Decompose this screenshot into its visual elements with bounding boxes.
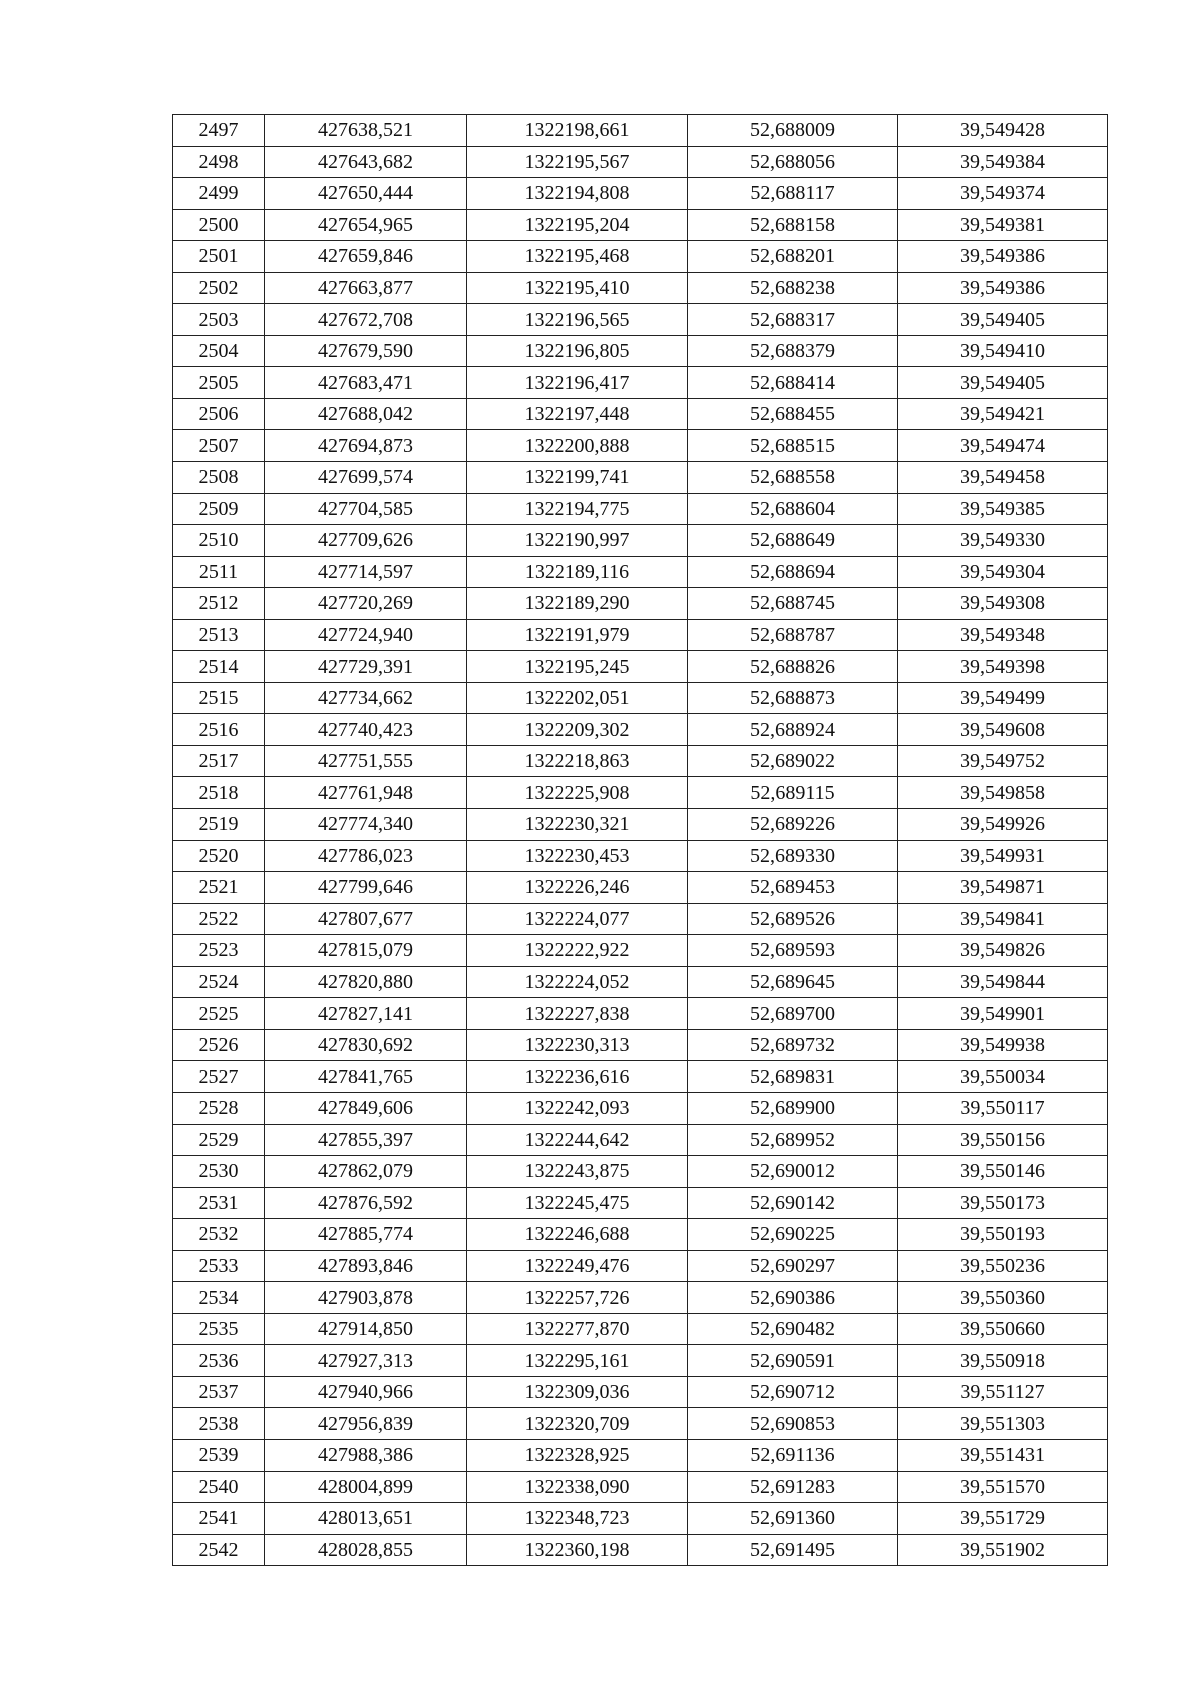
point-number-cell: 2507 bbox=[173, 430, 265, 462]
longitude-cell: 39,549405 bbox=[898, 367, 1108, 399]
table-row bbox=[173, 367, 1108, 399]
table-row bbox=[173, 304, 1108, 336]
longitude-cell: 39,550918 bbox=[898, 1345, 1108, 1377]
y-coordinate-cell: 1322338,090 bbox=[467, 1471, 688, 1503]
y-coordinate-cell: 1322277,870 bbox=[467, 1313, 688, 1345]
longitude-cell: 39,549871 bbox=[898, 872, 1108, 904]
latitude-cell: 52,689453 bbox=[688, 872, 898, 904]
point-number-cell: 2531 bbox=[173, 1187, 265, 1219]
table-row bbox=[173, 1345, 1108, 1377]
point-number-cell: 2514 bbox=[173, 651, 265, 683]
y-coordinate-cell: 1322196,805 bbox=[467, 335, 688, 367]
table-row bbox=[173, 935, 1108, 967]
point-number-cell: 2509 bbox=[173, 493, 265, 525]
point-number-cell: 2539 bbox=[173, 1439, 265, 1471]
latitude-cell: 52,688238 bbox=[688, 272, 898, 304]
x-coordinate-cell: 427709,626 bbox=[265, 525, 467, 557]
latitude-cell: 52,691283 bbox=[688, 1471, 898, 1503]
point-number-cell: 2497 bbox=[173, 115, 265, 147]
longitude-cell: 39,549421 bbox=[898, 398, 1108, 430]
latitude-cell: 52,691495 bbox=[688, 1534, 898, 1566]
table-row bbox=[173, 398, 1108, 430]
y-coordinate-cell: 1322190,997 bbox=[467, 525, 688, 557]
point-number-cell: 2540 bbox=[173, 1471, 265, 1503]
x-coordinate-cell: 427786,023 bbox=[265, 840, 467, 872]
latitude-cell: 52,690712 bbox=[688, 1376, 898, 1408]
longitude-cell: 39,549608 bbox=[898, 714, 1108, 746]
latitude-cell: 52,690297 bbox=[688, 1250, 898, 1282]
y-coordinate-cell: 1322309,036 bbox=[467, 1376, 688, 1408]
table-row bbox=[173, 1503, 1108, 1535]
x-coordinate-cell: 427720,269 bbox=[265, 588, 467, 620]
x-coordinate-cell: 427659,846 bbox=[265, 241, 467, 273]
x-coordinate-cell: 427903,878 bbox=[265, 1282, 467, 1314]
x-coordinate-cell: 427704,585 bbox=[265, 493, 467, 525]
point-number-cell: 2537 bbox=[173, 1376, 265, 1408]
latitude-cell: 52,689732 bbox=[688, 1029, 898, 1061]
longitude-cell: 39,549901 bbox=[898, 998, 1108, 1030]
latitude-cell: 52,688745 bbox=[688, 588, 898, 620]
longitude-cell: 39,550146 bbox=[898, 1156, 1108, 1188]
x-coordinate-cell: 427940,966 bbox=[265, 1376, 467, 1408]
longitude-cell: 39,549348 bbox=[898, 619, 1108, 651]
longitude-cell: 39,549826 bbox=[898, 935, 1108, 967]
table-row bbox=[173, 714, 1108, 746]
coordinates-table-body bbox=[173, 115, 1108, 1566]
x-coordinate-cell: 427672,708 bbox=[265, 304, 467, 336]
point-number-cell: 2541 bbox=[173, 1503, 265, 1535]
y-coordinate-cell: 1322202,051 bbox=[467, 682, 688, 714]
latitude-cell: 52,688694 bbox=[688, 556, 898, 588]
longitude-cell: 39,550193 bbox=[898, 1219, 1108, 1251]
latitude-cell: 52,689593 bbox=[688, 935, 898, 967]
y-coordinate-cell: 1322230,313 bbox=[467, 1029, 688, 1061]
point-number-cell: 2517 bbox=[173, 745, 265, 777]
y-coordinate-cell: 1322224,052 bbox=[467, 966, 688, 998]
x-coordinate-cell: 428028,855 bbox=[265, 1534, 467, 1566]
table-row bbox=[173, 556, 1108, 588]
table-row bbox=[173, 1061, 1108, 1093]
x-coordinate-cell: 427694,873 bbox=[265, 430, 467, 462]
latitude-cell: 52,689526 bbox=[688, 903, 898, 935]
y-coordinate-cell: 1322191,979 bbox=[467, 619, 688, 651]
y-coordinate-cell: 1322245,475 bbox=[467, 1187, 688, 1219]
y-coordinate-cell: 1322244,642 bbox=[467, 1124, 688, 1156]
latitude-cell: 52,690142 bbox=[688, 1187, 898, 1219]
y-coordinate-cell: 1322243,875 bbox=[467, 1156, 688, 1188]
longitude-cell: 39,549926 bbox=[898, 809, 1108, 841]
table-row bbox=[173, 462, 1108, 494]
longitude-cell: 39,549938 bbox=[898, 1029, 1108, 1061]
x-coordinate-cell: 427724,940 bbox=[265, 619, 467, 651]
latitude-cell: 52,689115 bbox=[688, 777, 898, 809]
table-row bbox=[173, 1534, 1108, 1566]
latitude-cell: 52,689226 bbox=[688, 809, 898, 841]
x-coordinate-cell: 427643,682 bbox=[265, 146, 467, 178]
x-coordinate-cell: 427855,397 bbox=[265, 1124, 467, 1156]
x-coordinate-cell: 427774,340 bbox=[265, 809, 467, 841]
point-number-cell: 2500 bbox=[173, 209, 265, 241]
y-coordinate-cell: 1322257,726 bbox=[467, 1282, 688, 1314]
latitude-cell: 52,688379 bbox=[688, 335, 898, 367]
x-coordinate-cell: 427988,386 bbox=[265, 1439, 467, 1471]
x-coordinate-cell: 428013,651 bbox=[265, 1503, 467, 1535]
latitude-cell: 52,688873 bbox=[688, 682, 898, 714]
latitude-cell: 52,689900 bbox=[688, 1092, 898, 1124]
point-number-cell: 2528 bbox=[173, 1092, 265, 1124]
y-coordinate-cell: 1322360,198 bbox=[467, 1534, 688, 1566]
x-coordinate-cell: 427841,765 bbox=[265, 1061, 467, 1093]
longitude-cell: 39,549458 bbox=[898, 462, 1108, 494]
x-coordinate-cell: 427827,141 bbox=[265, 998, 467, 1030]
x-coordinate-cell: 427799,646 bbox=[265, 872, 467, 904]
table-row bbox=[173, 1250, 1108, 1282]
point-number-cell: 2501 bbox=[173, 241, 265, 273]
longitude-cell: 39,550117 bbox=[898, 1092, 1108, 1124]
point-number-cell: 2498 bbox=[173, 146, 265, 178]
latitude-cell: 52,688787 bbox=[688, 619, 898, 651]
y-coordinate-cell: 1322348,723 bbox=[467, 1503, 688, 1535]
table-row bbox=[173, 146, 1108, 178]
table-row bbox=[173, 1439, 1108, 1471]
table-row bbox=[173, 1471, 1108, 1503]
point-number-cell: 2534 bbox=[173, 1282, 265, 1314]
y-coordinate-cell: 1322242,093 bbox=[467, 1092, 688, 1124]
table-row bbox=[173, 777, 1108, 809]
table-row bbox=[173, 1219, 1108, 1251]
table-row bbox=[173, 241, 1108, 273]
point-number-cell: 2502 bbox=[173, 272, 265, 304]
longitude-cell: 39,550156 bbox=[898, 1124, 1108, 1156]
table-row bbox=[173, 1092, 1108, 1124]
x-coordinate-cell: 427885,774 bbox=[265, 1219, 467, 1251]
latitude-cell: 52,691360 bbox=[688, 1503, 898, 1535]
point-number-cell: 2512 bbox=[173, 588, 265, 620]
point-number-cell: 2533 bbox=[173, 1250, 265, 1282]
x-coordinate-cell: 427830,692 bbox=[265, 1029, 467, 1061]
y-coordinate-cell: 1322199,741 bbox=[467, 462, 688, 494]
x-coordinate-cell: 427654,965 bbox=[265, 209, 467, 241]
point-number-cell: 2526 bbox=[173, 1029, 265, 1061]
point-number-cell: 2523 bbox=[173, 935, 265, 967]
coordinates-table bbox=[172, 114, 1108, 1566]
x-coordinate-cell: 427820,880 bbox=[265, 966, 467, 998]
table-row bbox=[173, 588, 1108, 620]
y-coordinate-cell: 1322195,468 bbox=[467, 241, 688, 273]
latitude-cell: 52,689831 bbox=[688, 1061, 898, 1093]
table-row bbox=[173, 493, 1108, 525]
y-coordinate-cell: 1322194,775 bbox=[467, 493, 688, 525]
x-coordinate-cell: 427761,948 bbox=[265, 777, 467, 809]
y-coordinate-cell: 1322226,246 bbox=[467, 872, 688, 904]
longitude-cell: 39,549386 bbox=[898, 272, 1108, 304]
y-coordinate-cell: 1322236,616 bbox=[467, 1061, 688, 1093]
table-row bbox=[173, 872, 1108, 904]
point-number-cell: 2515 bbox=[173, 682, 265, 714]
latitude-cell: 52,688649 bbox=[688, 525, 898, 557]
y-coordinate-cell: 1322225,908 bbox=[467, 777, 688, 809]
longitude-cell: 39,549844 bbox=[898, 966, 1108, 998]
latitude-cell: 52,688009 bbox=[688, 115, 898, 147]
latitude-cell: 52,691136 bbox=[688, 1439, 898, 1471]
longitude-cell: 39,550660 bbox=[898, 1313, 1108, 1345]
latitude-cell: 52,688515 bbox=[688, 430, 898, 462]
x-coordinate-cell: 427876,592 bbox=[265, 1187, 467, 1219]
longitude-cell: 39,549330 bbox=[898, 525, 1108, 557]
point-number-cell: 2513 bbox=[173, 619, 265, 651]
x-coordinate-cell: 427638,521 bbox=[265, 115, 467, 147]
point-number-cell: 2511 bbox=[173, 556, 265, 588]
point-number-cell: 2538 bbox=[173, 1408, 265, 1440]
longitude-cell: 39,549308 bbox=[898, 588, 1108, 620]
table-row bbox=[173, 998, 1108, 1030]
longitude-cell: 39,551729 bbox=[898, 1503, 1108, 1535]
latitude-cell: 52,689952 bbox=[688, 1124, 898, 1156]
table-row bbox=[173, 651, 1108, 683]
latitude-cell: 52,688158 bbox=[688, 209, 898, 241]
x-coordinate-cell: 427734,662 bbox=[265, 682, 467, 714]
table-row bbox=[173, 745, 1108, 777]
longitude-cell: 39,549398 bbox=[898, 651, 1108, 683]
x-coordinate-cell: 427650,444 bbox=[265, 178, 467, 210]
table-row bbox=[173, 840, 1108, 872]
point-number-cell: 2505 bbox=[173, 367, 265, 399]
point-number-cell: 2520 bbox=[173, 840, 265, 872]
latitude-cell: 52,688201 bbox=[688, 241, 898, 273]
y-coordinate-cell: 1322189,116 bbox=[467, 556, 688, 588]
latitude-cell: 52,688826 bbox=[688, 651, 898, 683]
longitude-cell: 39,551902 bbox=[898, 1534, 1108, 1566]
x-coordinate-cell: 427683,471 bbox=[265, 367, 467, 399]
x-coordinate-cell: 427740,423 bbox=[265, 714, 467, 746]
latitude-cell: 52,690225 bbox=[688, 1219, 898, 1251]
point-number-cell: 2521 bbox=[173, 872, 265, 904]
latitude-cell: 52,689700 bbox=[688, 998, 898, 1030]
longitude-cell: 39,551303 bbox=[898, 1408, 1108, 1440]
x-coordinate-cell: 427849,606 bbox=[265, 1092, 467, 1124]
latitude-cell: 52,688056 bbox=[688, 146, 898, 178]
longitude-cell: 39,549858 bbox=[898, 777, 1108, 809]
y-coordinate-cell: 1322222,922 bbox=[467, 935, 688, 967]
y-coordinate-cell: 1322230,321 bbox=[467, 809, 688, 841]
table-row bbox=[173, 1156, 1108, 1188]
table-row bbox=[173, 1282, 1108, 1314]
x-coordinate-cell: 427893,846 bbox=[265, 1250, 467, 1282]
longitude-cell: 39,550236 bbox=[898, 1250, 1108, 1282]
x-coordinate-cell: 427914,850 bbox=[265, 1313, 467, 1345]
longitude-cell: 39,551127 bbox=[898, 1376, 1108, 1408]
x-coordinate-cell: 427751,555 bbox=[265, 745, 467, 777]
table-row bbox=[173, 809, 1108, 841]
y-coordinate-cell: 1322224,077 bbox=[467, 903, 688, 935]
y-coordinate-cell: 1322195,204 bbox=[467, 209, 688, 241]
table-row bbox=[173, 178, 1108, 210]
point-number-cell: 2535 bbox=[173, 1313, 265, 1345]
point-number-cell: 2536 bbox=[173, 1345, 265, 1377]
longitude-cell: 39,549931 bbox=[898, 840, 1108, 872]
x-coordinate-cell: 427956,839 bbox=[265, 1408, 467, 1440]
longitude-cell: 39,549405 bbox=[898, 304, 1108, 336]
y-coordinate-cell: 1322198,661 bbox=[467, 115, 688, 147]
y-coordinate-cell: 1322209,302 bbox=[467, 714, 688, 746]
longitude-cell: 39,549474 bbox=[898, 430, 1108, 462]
point-number-cell: 2530 bbox=[173, 1156, 265, 1188]
latitude-cell: 52,689022 bbox=[688, 745, 898, 777]
x-coordinate-cell: 427807,677 bbox=[265, 903, 467, 935]
y-coordinate-cell: 1322230,453 bbox=[467, 840, 688, 872]
point-number-cell: 2519 bbox=[173, 809, 265, 841]
longitude-cell: 39,550360 bbox=[898, 1282, 1108, 1314]
table-row bbox=[173, 619, 1108, 651]
latitude-cell: 52,690853 bbox=[688, 1408, 898, 1440]
point-number-cell: 2508 bbox=[173, 462, 265, 494]
table-row bbox=[173, 209, 1108, 241]
longitude-cell: 39,549752 bbox=[898, 745, 1108, 777]
longitude-cell: 39,549384 bbox=[898, 146, 1108, 178]
x-coordinate-cell: 427729,391 bbox=[265, 651, 467, 683]
latitude-cell: 52,688117 bbox=[688, 178, 898, 210]
table-row bbox=[173, 1187, 1108, 1219]
table-row bbox=[173, 430, 1108, 462]
latitude-cell: 52,690591 bbox=[688, 1345, 898, 1377]
x-coordinate-cell: 427714,597 bbox=[265, 556, 467, 588]
y-coordinate-cell: 1322218,863 bbox=[467, 745, 688, 777]
point-number-cell: 2504 bbox=[173, 335, 265, 367]
x-coordinate-cell: 427927,313 bbox=[265, 1345, 467, 1377]
y-coordinate-cell: 1322195,245 bbox=[467, 651, 688, 683]
x-coordinate-cell: 427679,590 bbox=[265, 335, 467, 367]
y-coordinate-cell: 1322200,888 bbox=[467, 430, 688, 462]
y-coordinate-cell: 1322295,161 bbox=[467, 1345, 688, 1377]
table-row bbox=[173, 903, 1108, 935]
latitude-cell: 52,690482 bbox=[688, 1313, 898, 1345]
point-number-cell: 2503 bbox=[173, 304, 265, 336]
longitude-cell: 39,550034 bbox=[898, 1061, 1108, 1093]
longitude-cell: 39,551431 bbox=[898, 1439, 1108, 1471]
longitude-cell: 39,549304 bbox=[898, 556, 1108, 588]
table-row bbox=[173, 1124, 1108, 1156]
table-row bbox=[173, 335, 1108, 367]
table-row bbox=[173, 525, 1108, 557]
latitude-cell: 52,688414 bbox=[688, 367, 898, 399]
point-number-cell: 2527 bbox=[173, 1061, 265, 1093]
table-row bbox=[173, 966, 1108, 998]
latitude-cell: 52,688317 bbox=[688, 304, 898, 336]
y-coordinate-cell: 1322196,565 bbox=[467, 304, 688, 336]
x-coordinate-cell: 427663,877 bbox=[265, 272, 467, 304]
x-coordinate-cell: 427688,042 bbox=[265, 398, 467, 430]
y-coordinate-cell: 1322328,925 bbox=[467, 1439, 688, 1471]
longitude-cell: 39,549428 bbox=[898, 115, 1108, 147]
table-row bbox=[173, 682, 1108, 714]
point-number-cell: 2516 bbox=[173, 714, 265, 746]
point-number-cell: 2525 bbox=[173, 998, 265, 1030]
point-number-cell: 2522 bbox=[173, 903, 265, 935]
latitude-cell: 52,688455 bbox=[688, 398, 898, 430]
table-row bbox=[173, 1408, 1108, 1440]
point-number-cell: 2524 bbox=[173, 966, 265, 998]
y-coordinate-cell: 1322246,688 bbox=[467, 1219, 688, 1251]
longitude-cell: 39,549841 bbox=[898, 903, 1108, 935]
latitude-cell: 52,688924 bbox=[688, 714, 898, 746]
point-number-cell: 2518 bbox=[173, 777, 265, 809]
y-coordinate-cell: 1322197,448 bbox=[467, 398, 688, 430]
table-row bbox=[173, 1376, 1108, 1408]
point-number-cell: 2532 bbox=[173, 1219, 265, 1251]
longitude-cell: 39,549381 bbox=[898, 209, 1108, 241]
point-number-cell: 2510 bbox=[173, 525, 265, 557]
point-number-cell: 2542 bbox=[173, 1534, 265, 1566]
point-number-cell: 2529 bbox=[173, 1124, 265, 1156]
longitude-cell: 39,551570 bbox=[898, 1471, 1108, 1503]
x-coordinate-cell: 427699,574 bbox=[265, 462, 467, 494]
y-coordinate-cell: 1322189,290 bbox=[467, 588, 688, 620]
y-coordinate-cell: 1322227,838 bbox=[467, 998, 688, 1030]
table-row bbox=[173, 1313, 1108, 1345]
longitude-cell: 39,550173 bbox=[898, 1187, 1108, 1219]
point-number-cell: 2506 bbox=[173, 398, 265, 430]
table-row bbox=[173, 115, 1108, 147]
longitude-cell: 39,549374 bbox=[898, 178, 1108, 210]
y-coordinate-cell: 1322195,410 bbox=[467, 272, 688, 304]
longitude-cell: 39,549385 bbox=[898, 493, 1108, 525]
latitude-cell: 52,689330 bbox=[688, 840, 898, 872]
latitude-cell: 52,688558 bbox=[688, 462, 898, 494]
y-coordinate-cell: 1322194,808 bbox=[467, 178, 688, 210]
y-coordinate-cell: 1322320,709 bbox=[467, 1408, 688, 1440]
latitude-cell: 52,688604 bbox=[688, 493, 898, 525]
table-row bbox=[173, 1029, 1108, 1061]
longitude-cell: 39,549386 bbox=[898, 241, 1108, 273]
y-coordinate-cell: 1322249,476 bbox=[467, 1250, 688, 1282]
y-coordinate-cell: 1322195,567 bbox=[467, 146, 688, 178]
longitude-cell: 39,549499 bbox=[898, 682, 1108, 714]
latitude-cell: 52,690012 bbox=[688, 1156, 898, 1188]
y-coordinate-cell: 1322196,417 bbox=[467, 367, 688, 399]
x-coordinate-cell: 427862,079 bbox=[265, 1156, 467, 1188]
longitude-cell: 39,549410 bbox=[898, 335, 1108, 367]
point-number-cell: 2499 bbox=[173, 178, 265, 210]
latitude-cell: 52,689645 bbox=[688, 966, 898, 998]
x-coordinate-cell: 428004,899 bbox=[265, 1471, 467, 1503]
x-coordinate-cell: 427815,079 bbox=[265, 935, 467, 967]
latitude-cell: 52,690386 bbox=[688, 1282, 898, 1314]
table-row bbox=[173, 272, 1108, 304]
